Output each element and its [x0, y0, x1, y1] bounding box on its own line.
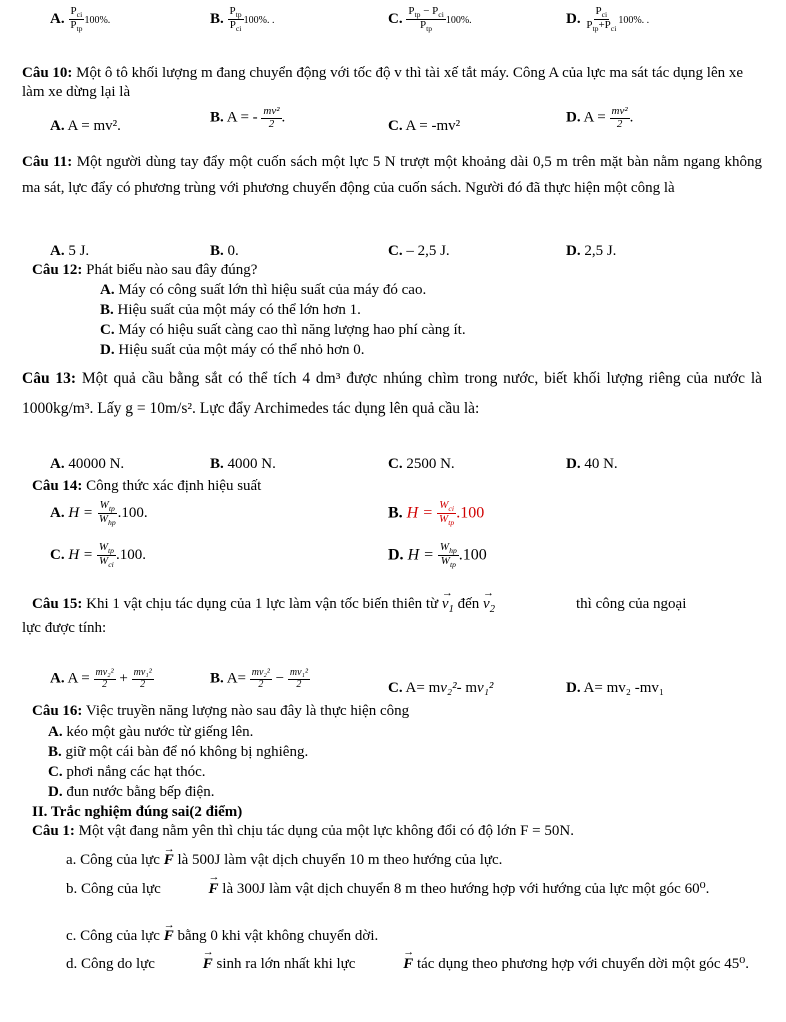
question-15-cont: thì công của ngoại: [576, 596, 687, 612]
q11-option-d: D. 2,5 J.: [566, 243, 617, 259]
force-vector-icon: → F: [163, 919, 175, 944]
q12-option-a: A. Máy có công suất lớn thì hiệu suất của máy đó cao.: [100, 282, 427, 298]
question-13: Câu 13: Một quả cầu bằng sắt có thể tích 4 dm³ được nhúng chìm trong nước, biết khối lượng riêng của nước là 1000kg/m³. Lấy g = 10m/s². Lực đẩy Archimedes tác dụng lên quả cầu là:: [22, 370, 763, 418]
force-vector-icon: → F: [163, 843, 175, 868]
tf-question-1: Câu 1: Một vật đang nằm yên thì chịu tác dụng của một lực không đổi có độ lớn F = 50N.: [32, 823, 574, 839]
formula: $\frac{P_{tp}}{P_{ci}}$: [229, 5, 242, 34]
q14-option-a: A. H = $\frac{W_{tp}}{W_{hp}}$ .100.: [50, 499, 148, 528]
q11-option-b: B. 0.: [210, 243, 239, 259]
tf1-statement-d: d. Công do lực → F sinh ra lớn nhất khi lực → F tác dụng theo phương hợp với chuyển dời một góc 45⁰.: [22, 953, 762, 976]
q13-option-a: A. 40000 N.: [50, 456, 125, 472]
q11-option-a: A. 5 J.: [50, 243, 90, 259]
force-vector-icon: → F: [202, 946, 214, 972]
q9-option-b: B. $\frac{P_{tp}}{P_{ci}}$ 100%. .: [210, 5, 275, 34]
q9-option-c: C. $\frac{P_{tp} - P_{ci}}{P_{tp}}$ 100%.: [388, 5, 472, 34]
question-15-line2: lực được tính:: [22, 620, 107, 636]
force-vector-icon: → F: [208, 871, 220, 897]
option-label: A.: [50, 11, 65, 28]
question-12: Câu 12: Phát biểu nào sau đây đúng?: [32, 262, 258, 278]
q10-option-d: D. A = $\frac{\text{mv²}}{2}$ .: [566, 105, 634, 130]
q12-option-d: D. Hiệu suất của một máy có thể nhỏ hơn 0.: [100, 342, 365, 358]
q15-option-c: C. A= mv₂²- mv₁²: [388, 680, 494, 696]
q16-option-a: A. kéo một gàu nước từ giếng lên.: [48, 724, 254, 740]
formula: $\frac{P_{ci}}{P_{tp}+P_{ci}}$: [586, 5, 617, 34]
q10-option-c: C. A = -mv²: [388, 118, 461, 134]
tf1-statement-b: b. Công của lực → F là 300J làm vật dịch chuyển 8 m theo hướng hợp với hướng của lực một góc 60⁰.: [22, 878, 762, 901]
q13-option-c: C. 2500 N.: [388, 456, 455, 472]
tf1-statement-c: c. Công của lực → F bằng 0 khi vật không chuyển dời.: [66, 919, 379, 944]
v1-vector: → $v_1$: [441, 587, 454, 615]
q14-option-d: D. H = $\frac{W_{hp}}{W_{tp}}$ .100: [388, 541, 487, 570]
q16-option-c: C. phơi nắng các hạt thóc.: [48, 764, 206, 780]
force-vector-icon: → F: [403, 946, 415, 972]
q15-option-b: B. A= $\frac{\text{mv₂²}}{2}$ − $\frac{\text{mv₁²}}{2}$: [210, 667, 308, 690]
q12-option-b: B. Hiệu suất của một máy có thể lớn hơn 1.: [100, 302, 361, 318]
q13-option-b: B. 4000 N.: [210, 456, 276, 472]
v2-vector: → $v_2$: [483, 587, 495, 615]
q16-option-d: D. đun nước bằng bếp điện.: [48, 784, 215, 800]
q9-option-a: A. $\frac{P_{ci}}{P_{tp}}$ 100%.: [50, 5, 111, 34]
question-14: Câu 14: Công thức xác định hiệu suất: [32, 478, 262, 494]
formula: $\frac{P_{ci}}{P_{tp}}$: [70, 5, 83, 34]
q14-option-c: C. H = $\frac{W_{tp}}{W_{ci}}$ .100.: [50, 541, 146, 570]
q12-option-c: C. Máy có hiệu suất càng cao thì năng lượng hao phí càng ít.: [100, 322, 466, 338]
q14-option-b-correct: B. H = $\frac{W_{ci}}{W_{tp}}$ .100: [388, 499, 485, 528]
q16-option-b: B. giữ một cái bàn để nó không bị nghiêng.: [48, 744, 309, 760]
question-11: Câu 11: Một người dùng tay đẩy một cuốn sách một lực 5 N trượt một khoảng dài 0,5 m trên mặt bàn nằm ngang không ma sát, lực đẩy có phương trùng với phương chuyển động của cuốn sách. Người đó đã thực hiện một công là: [22, 154, 763, 196]
question-10: Câu 10: Một ô tô khối lượng m đang chuyển động với tốc độ v thì tài xế tắt máy. Công A của lực ma sát tác dụng lên xe làm xe dừng lại là: [22, 65, 744, 100]
question-15: Câu 15: Khi 1 vật chịu tác dụng của 1 lực làm vận tốc biến thiên từ → $v_1$ đến → $v_2$: [32, 587, 495, 615]
q10-option-a: A. A = mv².: [50, 118, 121, 134]
q15-option-a: A. A = $\frac{\text{mv₂²}}{2}$ + $\frac{\text{mv₁²}}{2}$: [50, 667, 152, 690]
q10-option-b: B. A = - $\frac{\text{mv²}}{2}$ .: [210, 105, 286, 130]
question-16: Câu 16: Việc truyền năng lượng nào sau đây là thực hiện công: [32, 703, 410, 719]
q15-option-d: D. A= mv₂ -mv₁: [566, 680, 665, 696]
tf1-statement-a: a. Công của lực → F là 500J làm vật dịch chuyển 10 m theo hướng của lực.: [66, 843, 503, 868]
section-2-title: II. Trắc nghiệm đúng sai(2 điểm): [32, 804, 243, 820]
q11-option-c: C. – 2,5 J.: [388, 243, 450, 259]
formula: $\frac{P_{tp} - P_{ci}}{P_{tp}}$: [408, 5, 444, 34]
q13-option-d: D. 40 N.: [566, 456, 618, 472]
q9-option-d: D. $\frac{P_{ci}}{P_{tp}+P_{ci}}$ 100%. .: [566, 5, 650, 34]
